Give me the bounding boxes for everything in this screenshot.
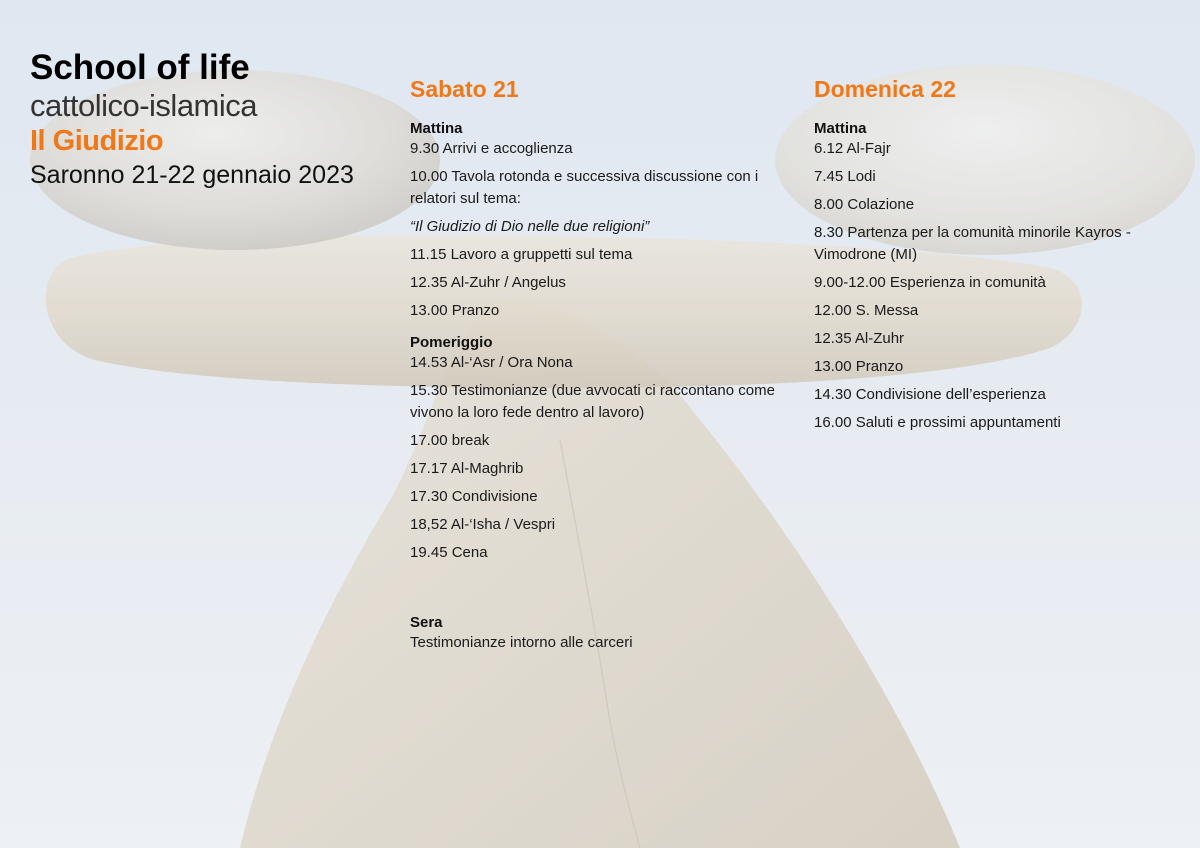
schedule-item: 12.35 Al-Zuhr xyxy=(814,330,905,347)
schedule-item: 9.30 Arrivi e accoglienza xyxy=(410,140,573,157)
day-title-sunday: Domenica 22 xyxy=(814,76,956,102)
schedule-item: 13.00 Pranzo xyxy=(410,302,500,319)
schedule-item: 17.30 Condivisione xyxy=(410,488,538,505)
schedule-item: 12.35 Al-Zuhr / Angelus xyxy=(410,274,566,291)
schedule-item: 17.17 Al-Maghrib xyxy=(410,460,524,477)
title-block xyxy=(30,48,354,192)
schedule-item: 12.00 S. Messa xyxy=(814,302,919,319)
schedule-item: 13.00 Pranzo xyxy=(814,358,904,375)
page-subtitle: cattolico-islamica xyxy=(30,88,258,123)
period-label: Mattina xyxy=(814,120,867,137)
schedule-item: 8.30 Partenza per la comunità minorile Kayros - Vimodrone (MI) xyxy=(814,224,1131,263)
period-label: Mattina xyxy=(410,120,463,137)
schedule-item: 9.00-12.00 Esperienza in comunità xyxy=(814,274,1046,291)
schedule-item: 15.30 Testimonianze (due avvocati ci raccontano come vivono la loro fede dentro al lavoro) xyxy=(410,382,775,421)
schedule-item: 19.45 Cena xyxy=(410,544,488,561)
theme-title: Il Giudizio xyxy=(30,125,164,157)
period-label: Sera xyxy=(410,614,443,631)
page-title: School of life xyxy=(30,48,250,87)
schedule-item: 18,52 Al-‘Isha / Vespri xyxy=(410,516,556,533)
schedule-item: 11.15 Lavoro a gruppetti sul tema xyxy=(410,246,633,263)
schedule-item: 17.00 break xyxy=(410,432,490,449)
saturday-column xyxy=(410,74,800,660)
schedule-item: 10.00 Tavola rotonda e successiva discussione con i relatori sul tema: xyxy=(410,168,759,207)
schedule-item: 14.30 Condivisione dell’esperienza xyxy=(814,386,1046,403)
period-label: Pomeriggio xyxy=(410,334,493,351)
day-title-saturday: Sabato 21 xyxy=(410,76,519,102)
place-date: Saronno 21-22 gennaio 2023 xyxy=(30,161,354,189)
schedule-item: 16.00 Saluti e prossimi appuntamenti xyxy=(814,414,1061,431)
schedule-item: 8.00 Colazione xyxy=(814,196,915,213)
schedule-item: 14.53 Al-‘Asr / Ora Nona xyxy=(410,354,573,371)
schedule-item: 7.45 Lodi xyxy=(814,168,876,185)
schedule-item: 6.12 Al-Fajr xyxy=(814,140,891,157)
sunday-column xyxy=(814,74,1200,440)
schedule-item: Testimonianze intorno alle carceri xyxy=(410,634,633,651)
schedule-item: “Il Giudizio di Dio nelle due religioni” xyxy=(410,218,650,235)
